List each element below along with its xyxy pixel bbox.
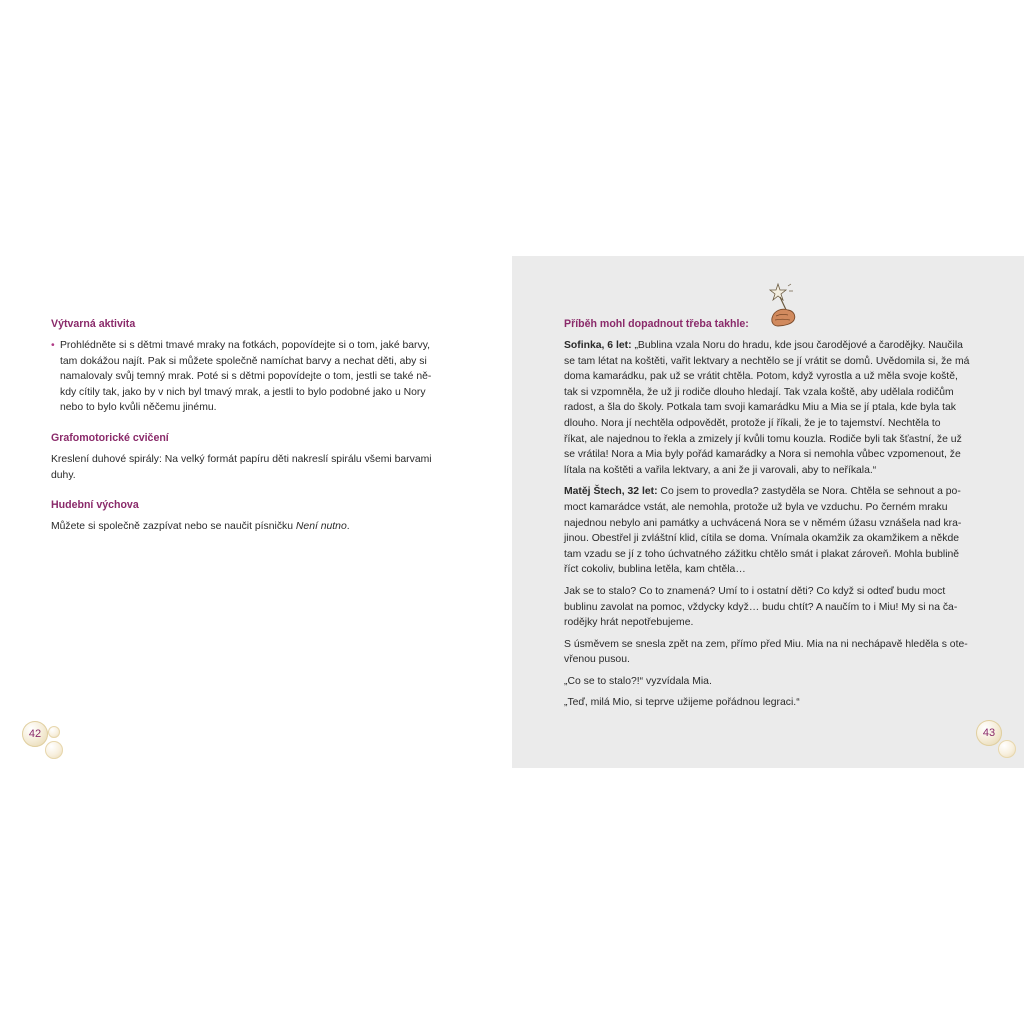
text-line: „Bublina vzala Noru do hradu, kde jsou čarodějové a čarodějky. Naučila [631,340,963,351]
left-page [0,256,512,768]
bubble-decoration-icon [998,740,1016,758]
section-music [51,497,463,535]
bubble-decoration-icon [45,741,63,759]
story-paragraph [564,695,976,711]
story-speaker: Sofinka, 6 let: [564,340,632,351]
text-line: tam vzadu se jí z toho úchvatného zážitku chtělo smát i plakat zároveň. Mohla bublině [564,548,960,560]
text-line: nebo to bylo kvůli něčemu jinému. [60,402,217,414]
hand-holding-star-wand-icon [764,282,800,330]
song-title: Není nutno [295,521,347,533]
text-line: rodějky hrát nepotřebujeme. [564,617,694,629]
text-line: se vrátila! Nora a Mia byly pořád kamarádky a Nora si nemohla vůbec vzpomenout, že [564,449,961,461]
text-line: tak si vzpomněla, že už ji rodiče dlouho hledají. Tak vzala koště, aby udělala rodičům [564,386,954,398]
bullet-text [60,338,463,416]
text-line: S úsměvem se snesla zpět na zem, přímo před Miu. Mia na ni nechápavě hleděla s ote- [564,638,968,650]
section-graphomotor [51,430,463,483]
text-line: „Teď, milá Mio, si teprve užijeme pořádnou legraci.“ [564,697,800,709]
story-paragraph [564,584,976,631]
section-heading: Výtvarná aktivita [51,318,136,330]
text-line: doma kamarádku, pak už se vrátit chtěla. Potom, když vyrostla a už měla svoje koště, [564,371,958,383]
text-line: Co jsem to provedla? zastyděla se Nora. Chtěla se sehnout a po- [657,486,961,498]
text-line: „Co se to stalo?!“ vyzvídala Mia. [564,675,712,687]
book-spread [0,256,1024,768]
right-page [512,256,1024,768]
text-before: Můžete si společně zazpívat nebo se naučit písničku [51,521,296,533]
section-text [51,519,463,535]
text-line: Kreslení duhové spirály: Na velký formát papíru děti nakreslí spirálu všemi barvami [51,453,432,465]
page-number: 43 [976,720,1002,746]
story-paragraph [564,484,976,578]
text-line: jinou. Obestřel ji zvláštní klid, cítila se doma. Vnímala okamžik za okamžikem a někde [564,533,960,545]
text-line: duhy. [51,469,76,481]
text-line: se tam létat na koštěti, vařit lektvary a nechtělo se jí vrátit se domů. Uvědomila si, že má [564,355,970,367]
page-number: 42 [22,721,48,747]
left-page-content [51,316,463,549]
story-paragraph [564,674,976,690]
text-line: Jak se to stalo? Co to znamená? Umí to i ostatní děti? Co když si odteď budu moct [564,585,946,597]
bubble-decoration-icon [48,726,60,738]
text-line: říkat, ale najednou to řekla a zmizely jí kvůli tomu kouzla. Rodiče byli tak šťastní, že už [564,433,962,445]
section-heading: Hudební výchova [51,499,139,512]
section-art-activity [51,316,463,416]
bullet-item [51,338,463,416]
text-line: říct cokoliv, bublina letěla, kam chtěla… [564,564,746,576]
story-paragraph [564,637,976,668]
text-line: tam dokážou najít. Pak si můžete společně namíchat barvy a nechat děti, aby si [60,355,427,367]
text-line: Prohlédněte si s dětmi tmavé mraky na fotkách, popovídejte si o tom, jaké barvy, [60,340,431,351]
story-speaker: Matěj Štech, 32 let: [564,486,658,498]
story-heading-row [564,316,976,332]
text-line: bublinu zavolat na pomoc, vždycky když… budu chtít? A naučím to i Miu! My si na ča- [564,601,958,613]
text-line: dlouho. Nora jí nechtěla odpovědět, protože jí říkali, že je to tajemství. Nechtěla to [564,417,941,429]
text-line: radost, a šla do školy. Potkala tam svoji kamarádku Miu a Mia se jí ptala, kde byla tak [564,402,956,414]
section-heading: Grafomotorické cvičení [51,431,169,444]
text-line: lítala na koštěti a vařila lektvary, a ani že ji varovali, aby to neříkala.“ [564,464,877,476]
text-line: namalovaly svůj temný mrak. Poté si s dětmi popovídejte o tom, jestli se také ně- [60,371,432,383]
bullet-icon: • [51,340,55,351]
right-page-content [564,316,976,717]
text-after: . [346,521,350,533]
text-line: kdy cítily tak, jako by v nich byl tmavý mrak, a jestli to bylo podobné jako u Nory [60,386,426,398]
story-paragraph [564,338,976,478]
story-heading: Příběh mohl dopadnout třeba takhle: [564,318,749,330]
text-line: vřenou pusou. [564,654,630,666]
text-line: moct kamarádce vstát, ale nemohla, protože už byla ve vzduchu. Po černém mraku [564,501,948,513]
section-text [51,452,463,483]
text-line: najednou nebylo ani památky a uchvácená Nora se v němém úžasu vznášela nad kra- [564,517,962,529]
